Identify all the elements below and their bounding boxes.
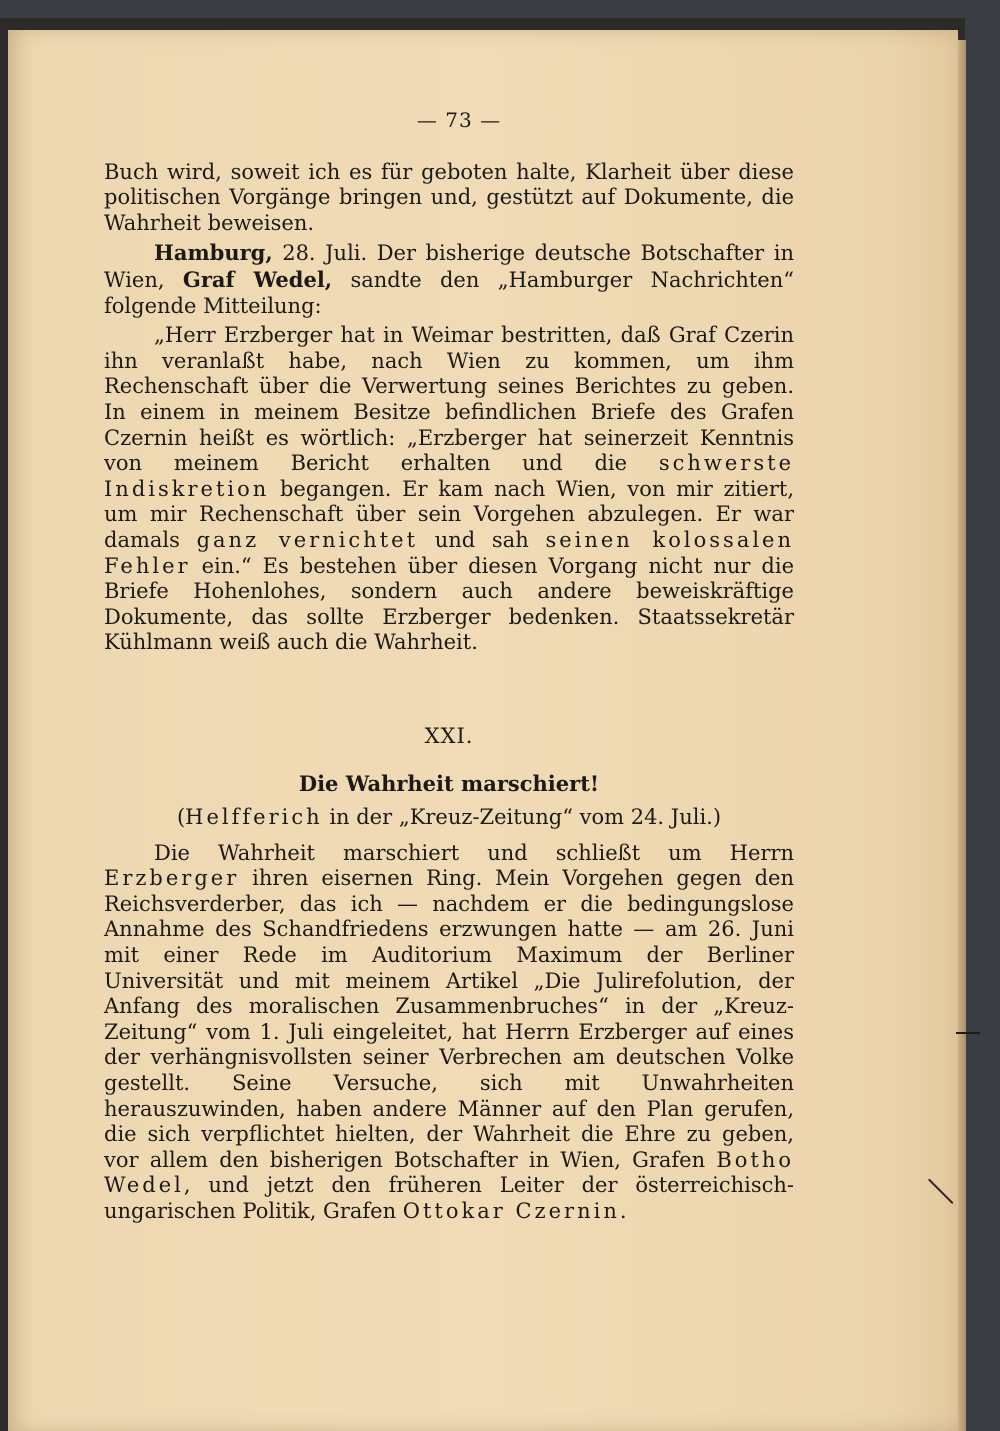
paragraph-body [104, 841, 794, 1225]
body-part1: Die Wahrheit marschiert und schließt um Herrn [154, 840, 794, 865]
quote-spaced1: schwerste Indiskretion [104, 451, 794, 501]
margin-mark [956, 1032, 980, 1034]
page-number: — 73 — [416, 108, 502, 132]
paragraph-quote [104, 323, 794, 656]
chapter-number: XXI. [424, 723, 474, 748]
quote-spaced3: seinen kolossalen Fehler [104, 527, 795, 578]
quote-spaced2: ganz vernichtet [196, 527, 419, 552]
hamburg-name: Graf Wedel, [182, 266, 333, 292]
body-spaced3: Ottokar Czernin [402, 1198, 620, 1223]
quote-part1: „Herr Erzberger hat in Weimar bestritten, daß Graf Czerin ihn veranlaßt habe, nach Wien zu kommen, um ihm Rechenschaft über die Verwertung seines Berichtes zu geben. In einem in meinem Besitze befindlichen Briefe des Grafen Czernin heißt es wörtlich: „Erzberger hat seinerzeit Kenntnis von meinem Bericht erhalten und die [104, 323, 794, 476]
chapter-sub-name: Helfferich [185, 805, 323, 830]
quote-part4: ein.“ Es bestehen über diesen Vorgang nicht nur die Briefe Hohenlohes, sondern auch andere beweiskräftige Dokumente, das sollte Erzberger bedenken. Staatssekretär Kühlmann weiß auch die Wahrheit. [104, 553, 794, 655]
body-part4: . [619, 1198, 627, 1223]
body-part2: ihren eisernen Ring. Mein Vorgehen gegen den Reichsverderber, das ich — nachdem er die bedingungslose Annahme des Schandfriedens erzwungen hatte — am 26. Juni mit einer Rede im Auditorium Maximum der Berliner Universität und mit meinem Artikel „Die Julirefolution, der Anfang des moralischen Zusammenbruches“ in der „Kreuz-Zeitung“ vom 1. Juli eingeleitet, hat Herrn Erzberger auf eines der verhängnisvollsten seiner Verbrechen am deutschen Volke gestellt. Seine Versuche, sich mit Unwahrheiten herauszuwinden, haben andere Männer auf den Plan gerufen, die sich verpflichtet hielten, der Wahrheit die Ehre zu geben, vor allem den bisherigen Botschafter in Wien, Grafen [104, 866, 794, 1172]
body-part3: , und jetzt den früheren Leiter der österreichisch-ungarischen Politik, Grafen [104, 1173, 794, 1223]
page-edge [958, 40, 966, 1431]
body-spaced1: Erzberger [104, 866, 240, 891]
chapter-title: Die Wahrheit marschiert! [298, 771, 600, 797]
quote-part2: begangen. Er kam nach Wien, von mir zitiert, um mir Rechenschaft über sein Vorgehen abzulegen. Er war damals [104, 476, 794, 552]
hamburg-rest: sandte den „Hamburger Nachrichten“ folgende Mitteilung: [104, 267, 794, 318]
body-spaced2: Botho Wedel [104, 1147, 794, 1198]
hamburg-place: Hamburg, [154, 240, 273, 266]
paragraph-hamburg [104, 240, 794, 319]
paragraph-intro: Buch wird, soweit ich es für geboten halte, Klarheit über diese politischen Vorgänge bringen und, gestützt auf Dokumente, die Wahrheit beweisen. [104, 159, 794, 235]
chapter-sub-open: ( [176, 805, 186, 830]
quote-part3: und sah [418, 527, 546, 552]
chapter-subtitle [104, 805, 794, 831]
hamburg-date: 28. Juli. Der bisherige deutsche Botschafter in Wien, [104, 241, 794, 292]
chapter-sub-rest: in der „Kreuz-Zeitung“ vom 24. Juli.) [322, 805, 722, 830]
page-text [104, 108, 794, 1225]
